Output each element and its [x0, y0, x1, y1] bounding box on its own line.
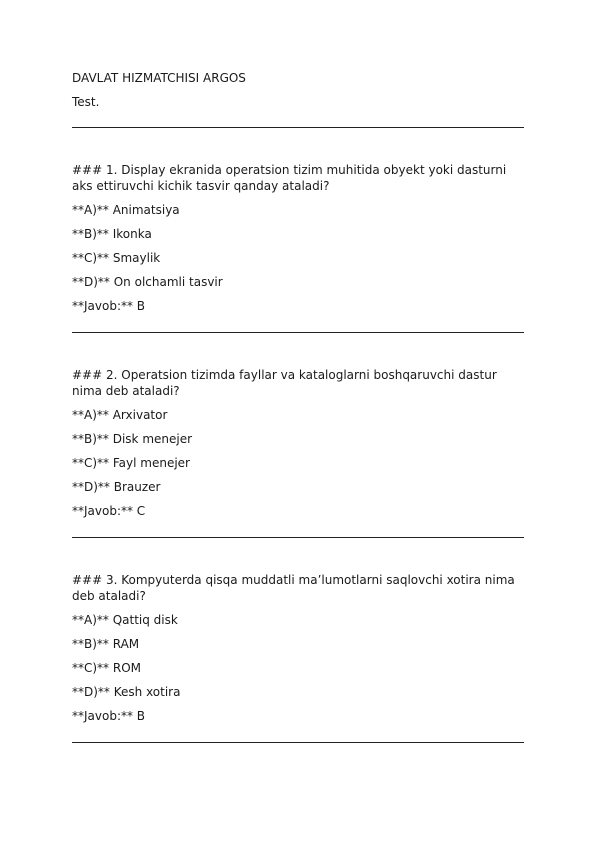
answer-line: **Javob:** B [72, 299, 146, 313]
question-block-1 [72, 162, 524, 333]
option-c: **C)** Fayl menejer [72, 456, 190, 470]
document-page [72, 70, 524, 743]
option-b: **B)** Disk menejer [72, 432, 193, 446]
divider [72, 742, 524, 743]
divider [72, 332, 524, 333]
question-text-line: aks ettiruvchi kichik tasvir qanday ataladi? [72, 179, 330, 193]
option-c: **C)** ROM [72, 661, 142, 675]
question-text-line: nima deb ataladi? [72, 384, 180, 398]
question-text-line: ### 1. Display ekranida operatsion tizim muhitida obyekt yoki dasturni [72, 163, 507, 177]
option-a: **A)** Arxivator [72, 408, 168, 422]
document-subtitle: Test. [72, 95, 100, 109]
divider [72, 537, 524, 538]
option-b: **B)** RAM [72, 637, 140, 651]
option-d: **D)** Kesh xotira [72, 685, 181, 699]
document-title: DAVLAT HIZMATCHISI ARGOS [72, 71, 246, 85]
question-block-2 [72, 367, 524, 538]
option-a: **A)** Qattiq disk [72, 613, 178, 627]
question-text-line: ### 2. Operatsion tizimda fayllar va kataloglarni boshqaruvchi dastur [72, 368, 497, 382]
question-text-line: deb ataladi? [72, 589, 146, 603]
answer-line: **Javob:** C [72, 504, 146, 518]
question-text [72, 162, 524, 194]
answer-line: **Javob:** B [72, 709, 146, 723]
option-a: **A)** Animatsiya [72, 203, 180, 217]
question-text-line: ### 3. Kompyuterda qisqa muddatli ma’lumotlarni saqlovchi xotira nima [72, 573, 515, 587]
option-d: **D)** On olchamli tasvir [72, 275, 223, 289]
option-d: **D)** Brauzer [72, 480, 161, 494]
option-b: **B)** Ikonka [72, 227, 152, 241]
question-text [72, 367, 524, 399]
option-c: **C)** Smaylik [72, 251, 161, 265]
divider [72, 127, 524, 128]
question-text [72, 572, 524, 604]
question-block-3 [72, 572, 524, 743]
